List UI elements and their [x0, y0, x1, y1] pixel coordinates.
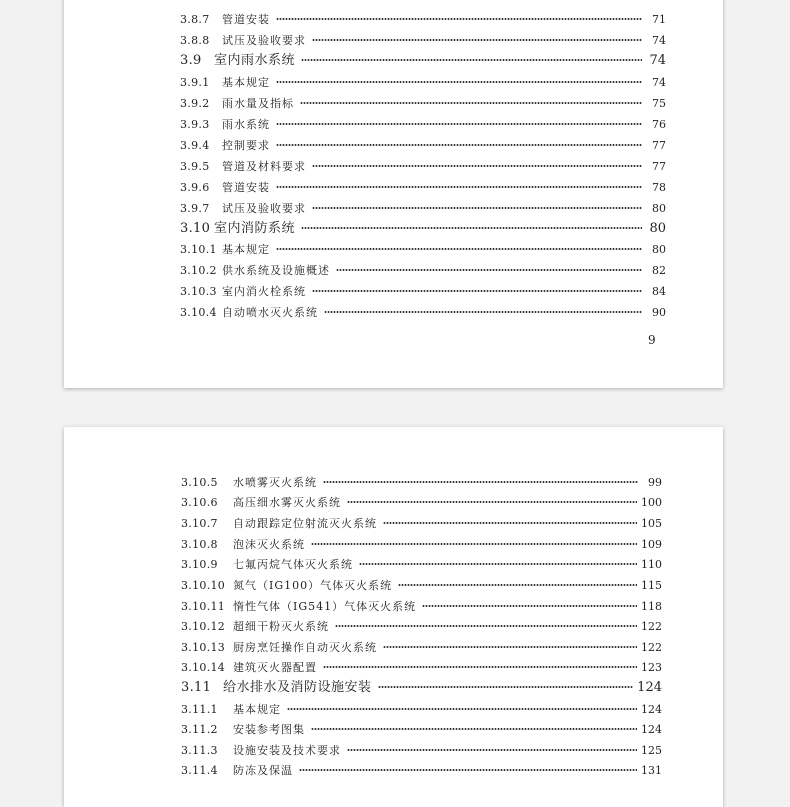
dot-leader: [301, 227, 642, 229]
section-number: 3.10.10: [181, 579, 226, 592]
section-number: 3.9.5: [180, 160, 210, 173]
toc-entry[interactable]: [180, 285, 666, 299]
page-number: 131: [641, 764, 662, 777]
page-folio: 9: [648, 333, 656, 347]
dot-leader: [311, 543, 637, 545]
toc-entry[interactable]: [181, 538, 662, 552]
toc-entry[interactable]: [181, 661, 662, 675]
section-number: 3.9.7: [180, 202, 210, 215]
section-title: 自动跟踪定位射流灭火系统: [233, 517, 377, 530]
dot-leader: [276, 123, 642, 125]
section-number: 3.10.11: [181, 600, 226, 613]
section-title: 设施安装及技术要求: [233, 744, 341, 757]
page-number: 78: [652, 181, 666, 194]
page-number: 84: [652, 285, 666, 298]
page-number: 125: [641, 744, 662, 757]
section-title: 管道安装: [222, 181, 270, 194]
dot-leader: [312, 207, 642, 209]
section-number: 3.9: [180, 53, 202, 68]
section-number: 3.10.4: [180, 306, 217, 319]
toc-entry[interactable]: [181, 558, 662, 572]
section-title: 基本规定: [222, 76, 270, 89]
section-title: 室内消防系统: [214, 221, 296, 236]
section-number: 3.10.2: [180, 264, 217, 277]
dot-leader: [422, 605, 637, 607]
section-number: 3.10.5: [181, 476, 218, 489]
section-title: 管道安装: [222, 13, 270, 26]
dot-leader: [301, 59, 642, 61]
page-number: 118: [641, 600, 662, 613]
toc-entry[interactable]: [180, 306, 666, 320]
page-number: 71: [652, 13, 666, 26]
toc-entry[interactable]: [181, 744, 662, 758]
section-title: 雨水量及指标: [222, 97, 294, 110]
section-number: 3.9.3: [180, 118, 210, 131]
section-title: 试压及验收要求: [222, 202, 306, 215]
dot-leader: [378, 686, 634, 688]
toc-entry[interactable]: [181, 641, 662, 655]
toc-entry[interactable]: [180, 264, 666, 278]
dot-leader: [324, 311, 642, 313]
dot-leader: [276, 248, 642, 250]
section-title: 水喷雾灭火系统: [233, 476, 317, 489]
page-number: 100: [641, 496, 662, 509]
page-number: 74: [652, 34, 666, 47]
dot-leader: [287, 708, 637, 710]
section-title: 室内雨水系统: [214, 53, 296, 68]
section-title: 防冻及保温: [233, 764, 293, 777]
toc-entry-major[interactable]: [180, 221, 666, 237]
dot-leader: [323, 481, 638, 483]
toc-entry[interactable]: [180, 139, 666, 153]
dot-leader: [383, 522, 637, 524]
section-title: 安装参考图集: [233, 723, 305, 736]
section-title: 自动喷水灭火系统: [222, 306, 318, 319]
section-number: 3.10.6: [181, 496, 218, 509]
page-number: 122: [641, 620, 662, 633]
page-number: 99: [648, 476, 662, 489]
section-number: 3.11.4: [181, 764, 218, 777]
dot-leader: [359, 563, 637, 565]
toc-entry-major[interactable]: [181, 680, 662, 696]
section-title: 基本规定: [222, 243, 270, 256]
toc-entry[interactable]: [181, 579, 662, 593]
toc-entry[interactable]: [180, 97, 666, 111]
dot-leader: [336, 269, 642, 271]
page-number: 74: [652, 76, 666, 89]
section-title: 供水系统及设施概述: [222, 264, 330, 277]
section-title: 建筑灭火器配置: [233, 661, 317, 674]
page-number: 124: [641, 703, 662, 716]
section-number: 3.11: [181, 680, 212, 695]
page-number: 75: [652, 97, 666, 110]
page-number: 122: [641, 641, 662, 654]
page-number: 77: [652, 160, 666, 173]
page-number: 115: [641, 579, 662, 592]
section-number: 3.10.8: [181, 538, 218, 551]
toc-entry[interactable]: [180, 13, 666, 27]
page-number: 123: [641, 661, 662, 674]
dot-leader: [299, 769, 637, 771]
page-number: 80: [652, 243, 666, 256]
section-number: 3.9.1: [180, 76, 210, 89]
toc-page-1: [64, 0, 723, 388]
dot-leader: [383, 646, 637, 648]
section-number: 3.9.2: [180, 97, 210, 110]
section-number: 3.10.9: [181, 558, 218, 571]
section-title: 惰性气体（IG541）气体灭火系统: [233, 600, 417, 613]
dot-leader: [312, 39, 642, 41]
page-number: 90: [652, 306, 666, 319]
dot-leader: [323, 666, 637, 668]
toc-entry[interactable]: [181, 620, 662, 634]
page-number: 110: [641, 558, 662, 571]
page-number: 82: [652, 264, 666, 277]
toc-entry[interactable]: [180, 34, 666, 48]
section-number: 3.10.14: [181, 661, 226, 674]
dot-leader: [276, 186, 642, 188]
section-number: 3.10.1: [180, 243, 217, 256]
section-number: 3.8.8: [180, 34, 210, 47]
section-number: 3.10.13: [181, 641, 226, 654]
page-number: 105: [641, 517, 662, 530]
section-title: 试压及验收要求: [222, 34, 306, 47]
toc-entry[interactable]: [181, 476, 662, 490]
toc-entry[interactable]: [180, 181, 666, 195]
section-number: 3.9.4: [180, 139, 210, 152]
dot-leader: [300, 102, 642, 104]
section-number: 3.10.7: [181, 517, 218, 530]
toc-entry[interactable]: [181, 600, 662, 614]
section-title: 给水排水及消防设施安装: [223, 680, 372, 695]
section-title: 泡沫灭火系统: [233, 538, 305, 551]
toc-entry-major[interactable]: [180, 53, 666, 69]
section-number: 3.11.2: [181, 723, 218, 736]
section-title: 雨水系统: [222, 118, 270, 131]
dot-leader: [347, 501, 637, 503]
toc-entry[interactable]: [180, 160, 666, 174]
page-number: 124: [637, 680, 662, 695]
section-title: 基本规定: [233, 703, 281, 716]
section-title: 高压细水雾灭火系统: [233, 496, 341, 509]
toc-entry[interactable]: [180, 76, 666, 90]
dot-leader: [276, 18, 642, 20]
toc-entry[interactable]: [181, 496, 662, 510]
page-number: 76: [652, 118, 666, 131]
page-number: 80: [652, 202, 666, 215]
toc-entry[interactable]: [181, 723, 662, 737]
toc-entry[interactable]: [181, 703, 662, 717]
dot-leader: [347, 749, 637, 751]
page-number: 109: [641, 538, 662, 551]
section-title: 室内消火栓系统: [222, 285, 306, 298]
section-title: 氮气（IG100）气体灭火系统: [233, 579, 393, 592]
dot-leader: [311, 728, 637, 730]
dot-leader: [398, 584, 637, 586]
page-number: 124: [641, 723, 662, 736]
section-number: 3.10.3: [180, 285, 217, 298]
section-title: 七氟丙烷气体灭火系统: [233, 558, 353, 571]
page-number: 74: [649, 53, 666, 68]
section-number: 3.9.6: [180, 181, 210, 194]
dot-leader: [276, 144, 642, 146]
dot-leader: [276, 81, 642, 83]
section-number: 3.11.3: [181, 744, 218, 757]
section-title: 超细干粉灭火系统: [233, 620, 329, 633]
section-number: 3.10: [180, 221, 211, 236]
dot-leader: [335, 625, 637, 627]
toc-entry[interactable]: [180, 118, 666, 132]
toc-page-2: [64, 427, 723, 807]
section-number: 3.11.1: [181, 703, 218, 716]
toc-entry[interactable]: [180, 243, 666, 257]
dot-leader: [312, 165, 642, 167]
section-number: 3.10.12: [181, 620, 226, 633]
toc-entry[interactable]: [181, 764, 662, 778]
page-number: 77: [652, 139, 666, 152]
page-number: 80: [649, 221, 666, 236]
section-title: 厨房烹饪操作自动灭火系统: [233, 641, 377, 654]
section-number: 3.8.7: [180, 13, 210, 26]
toc-entry[interactable]: [180, 202, 666, 216]
section-title: 管道及材料要求: [222, 160, 306, 173]
section-title: 控制要求: [222, 139, 270, 152]
dot-leader: [312, 290, 642, 292]
toc-entry[interactable]: [181, 517, 662, 531]
